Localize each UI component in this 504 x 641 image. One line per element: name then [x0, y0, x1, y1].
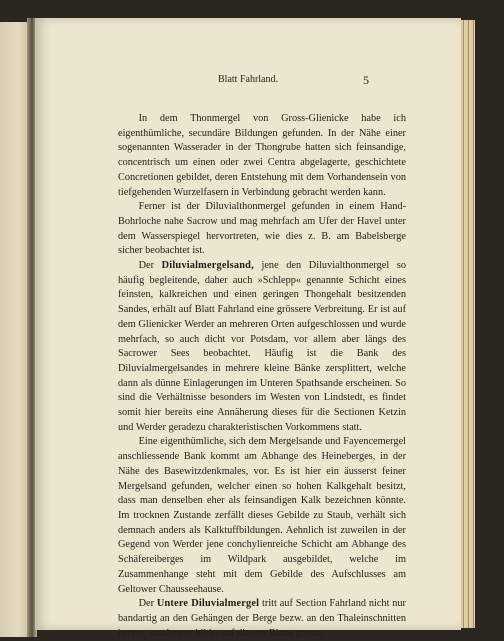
book-page — [35, 18, 461, 639]
paragraph — [118, 259, 406, 435]
paragraph — [118, 112, 406, 200]
paragraph-text: tritt auf Section Fahrland nicht nur bandartig an den Gehängen der Berge bezw. an den Thaleinschnitten hervor, sondern er bildet auf diesem Blatte grosse — [118, 598, 406, 639]
running-head: Blatt Fahrland. — [218, 74, 278, 85]
page-number: 5 — [363, 73, 369, 87]
page-stack-edge — [461, 20, 475, 628]
facing-page-edge — [0, 22, 30, 637]
paragraph-text: Eine eigenthümliche, sich dem Mergelsande und Fayencemergel anschliessende Bank kommt am Abhange des Heineberges, in der Nähe des Basewitzdenkmales, vor. Es ist hier ein äusserst feiner Mergelsand gefunden, welcher einen so hohen Kalkgehalt besitzt, dass man denselben eher als feinsandigen Kalk bezeichnen könnte. Im trocknen Zustande zerfällt dieses Gebilde zu Staub, verhält sich demnach anders als Kalktuffbildungen. Aehnlich ist zuweilen in der Gegend von Werder jene conchylienreiche Schicht am Abhange des Schäfereiberges im Wildpark ausgebildet, welche im Zusammenhange steht mit dem Gebilde des Aufschlusses am Geltower Chausseehause. — [118, 436, 406, 595]
page-header — [35, 74, 461, 88]
body-text — [118, 112, 406, 641]
paragraph-lead: Der — [138, 260, 155, 272]
section-term: Untere Diluvialmergel — [156, 598, 260, 610]
paragraph — [118, 597, 406, 641]
paragraph-text: jene den Diluvialthonmergel so häufig begleitende, daher auch »Schlepp« genannte Schicht eines feinsten, kalkreichen und einen geringen Thongehalt besitzenden Sandes, erhält auf Blatt Fahrland eine grössere Verbreitung. Er ist auf dem Glienicker Werder an mehreren Orten aufgeschlossen und wurde mehrfach, so auch dicht vor Potsdam, vor allem aber längs des Sacrower Sees beobachtet. Häufig ist die Bank des Diluvialmergelsandes in mehrere kleine Bänke zersplittert, welche dann als dünne Einlagerungen im Unteren Spathsande erscheinen. So sind die Verhältnisse besonders im Westen von Lindstedt, es findet somit hier bereits eine Annäherung dieses für die Sectionen Ketzin und Werder geradezu charakteristischen Vorkommens statt. — [118, 260, 407, 433]
paragraph — [118, 435, 406, 597]
paragraph-text: In dem Thonmergel von Gross-Glienicke habe ich eigenthümliche, secundäre Bildungen gefunden. In der Nähe einer sogenannten Wasserader in der Thongrube hatten sich feinsandige, concentrisch um einen oder zwei Centra abgelagerte, geschichtete Concretionen gebildet, deren Entstehung mit dem Vorhandensein von tiefgehenden Wurzelfasern in Verbindung gebracht werden kann. — [118, 113, 406, 198]
section-term: Diluvialmergelsand, — [161, 260, 254, 272]
paragraph-lead: Der — [138, 598, 155, 610]
paragraph — [118, 200, 406, 259]
paragraph-text: Ferner ist der Diluvialthonmergel gefunden in einem Hand-Bohrloche nahe Sacrow und mag mehrfach am Ufer der Havel unter dem Wasserspiegel hervortreten, wie dies z. B. am Babelsberge sicher beobachtet ist. — [118, 201, 406, 257]
